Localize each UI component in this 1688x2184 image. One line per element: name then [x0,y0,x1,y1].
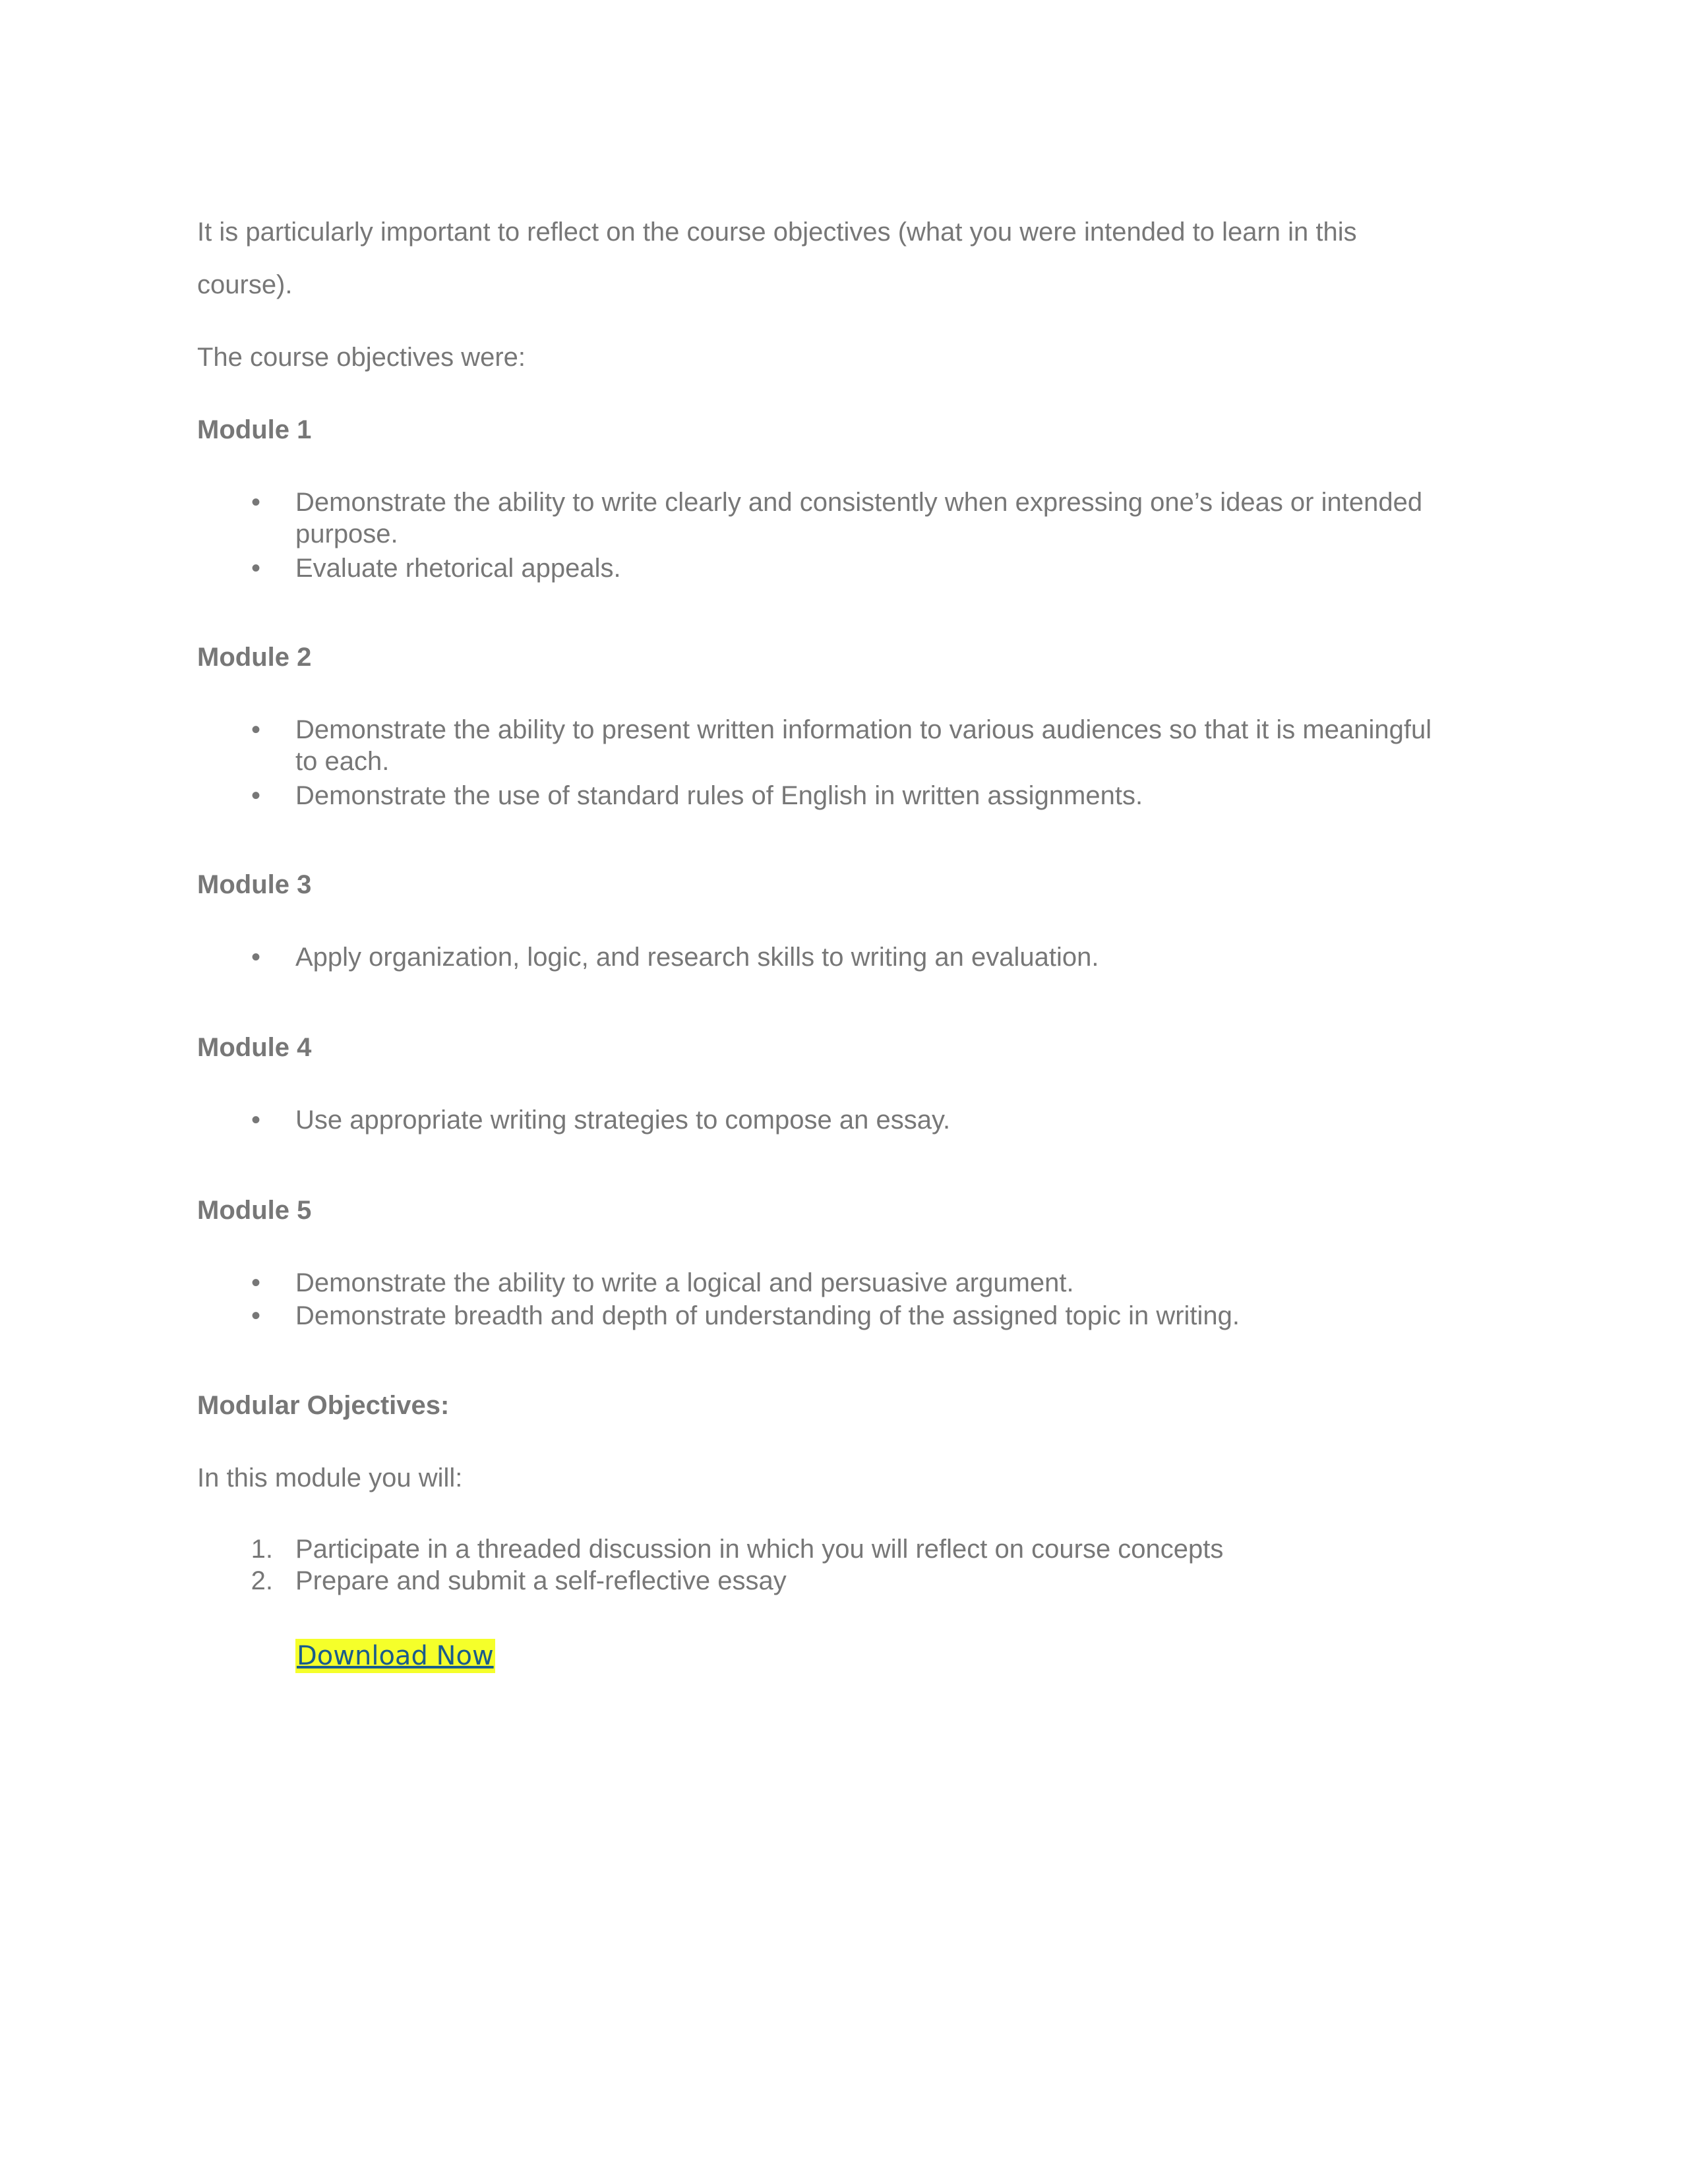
numbered-list-item [251,1533,1495,1565]
list-item-line: to each. [295,747,390,776]
list-item [251,1267,1495,1299]
module-5-heading: Module 5 [197,1196,312,1225]
numbered-list-item [251,1565,1495,1597]
list-number: 1. [251,1535,273,1564]
list-item-line: Demonstrate the use of standard rules of English in written assignments. [295,781,1143,810]
bullet-icon: • [251,488,260,517]
module-4-heading: Module 4 [197,1033,312,1062]
intro-line-2: course). [197,270,293,299]
bullet-icon: • [251,554,260,583]
list-item-line: Demonstrate the ability to write a logical and persuasive argument. [295,1268,1074,1297]
module-3-heading: Module 3 [197,870,312,899]
intro-line-1: It is particularly important to reflect on the course objectives (what you were intended to learn in this [197,218,1357,247]
list-item-line: Participate in a threaded discussion in which you will reflect on course concepts [295,1535,1224,1564]
objectives-intro: The course objectives were: [197,343,526,372]
list-item-line: Prepare and submit a self-reflective essay [295,1566,787,1595]
list-item-line: Demonstrate the ability to present written information to various audiences so that it is meaningful [295,715,1432,744]
bullet-icon: • [251,1106,260,1135]
bullet-icon: • [251,1268,260,1297]
list-number: 2. [251,1566,273,1595]
list-item [251,1300,1495,1332]
list-item [251,941,1495,973]
bullet-icon: • [251,1301,260,1330]
list-item [251,1104,1495,1136]
list-item [251,552,1495,584]
list-item-line: Demonstrate breadth and depth of understanding of the assigned topic in writing. [295,1301,1240,1330]
download-now-link[interactable]: Download Now [295,1639,495,1673]
modular-objectives-intro: In this module you will: [197,1463,463,1492]
module-1-heading: Module 1 [197,415,312,444]
list-item-line: purpose. [295,519,398,548]
list-item [251,487,1495,550]
list-item-line: Demonstrate the ability to write clearly and consistently when expressing one’s ideas or intended [295,488,1423,517]
module-2-heading: Module 2 [197,643,312,672]
list-item-line: Use appropriate writing strategies to compose an essay. [295,1106,951,1135]
list-item-line: Evaluate rhetorical appeals. [295,554,621,583]
modular-objectives-heading: Modular Objectives: [197,1391,450,1420]
bullet-icon: • [251,781,260,810]
list-item [251,780,1495,812]
bullet-icon: • [251,943,260,972]
bullet-icon: • [251,715,260,744]
list-item-line: Apply organization, logic, and research skills to writing an evaluation. [295,943,1099,972]
list-item [251,714,1495,777]
